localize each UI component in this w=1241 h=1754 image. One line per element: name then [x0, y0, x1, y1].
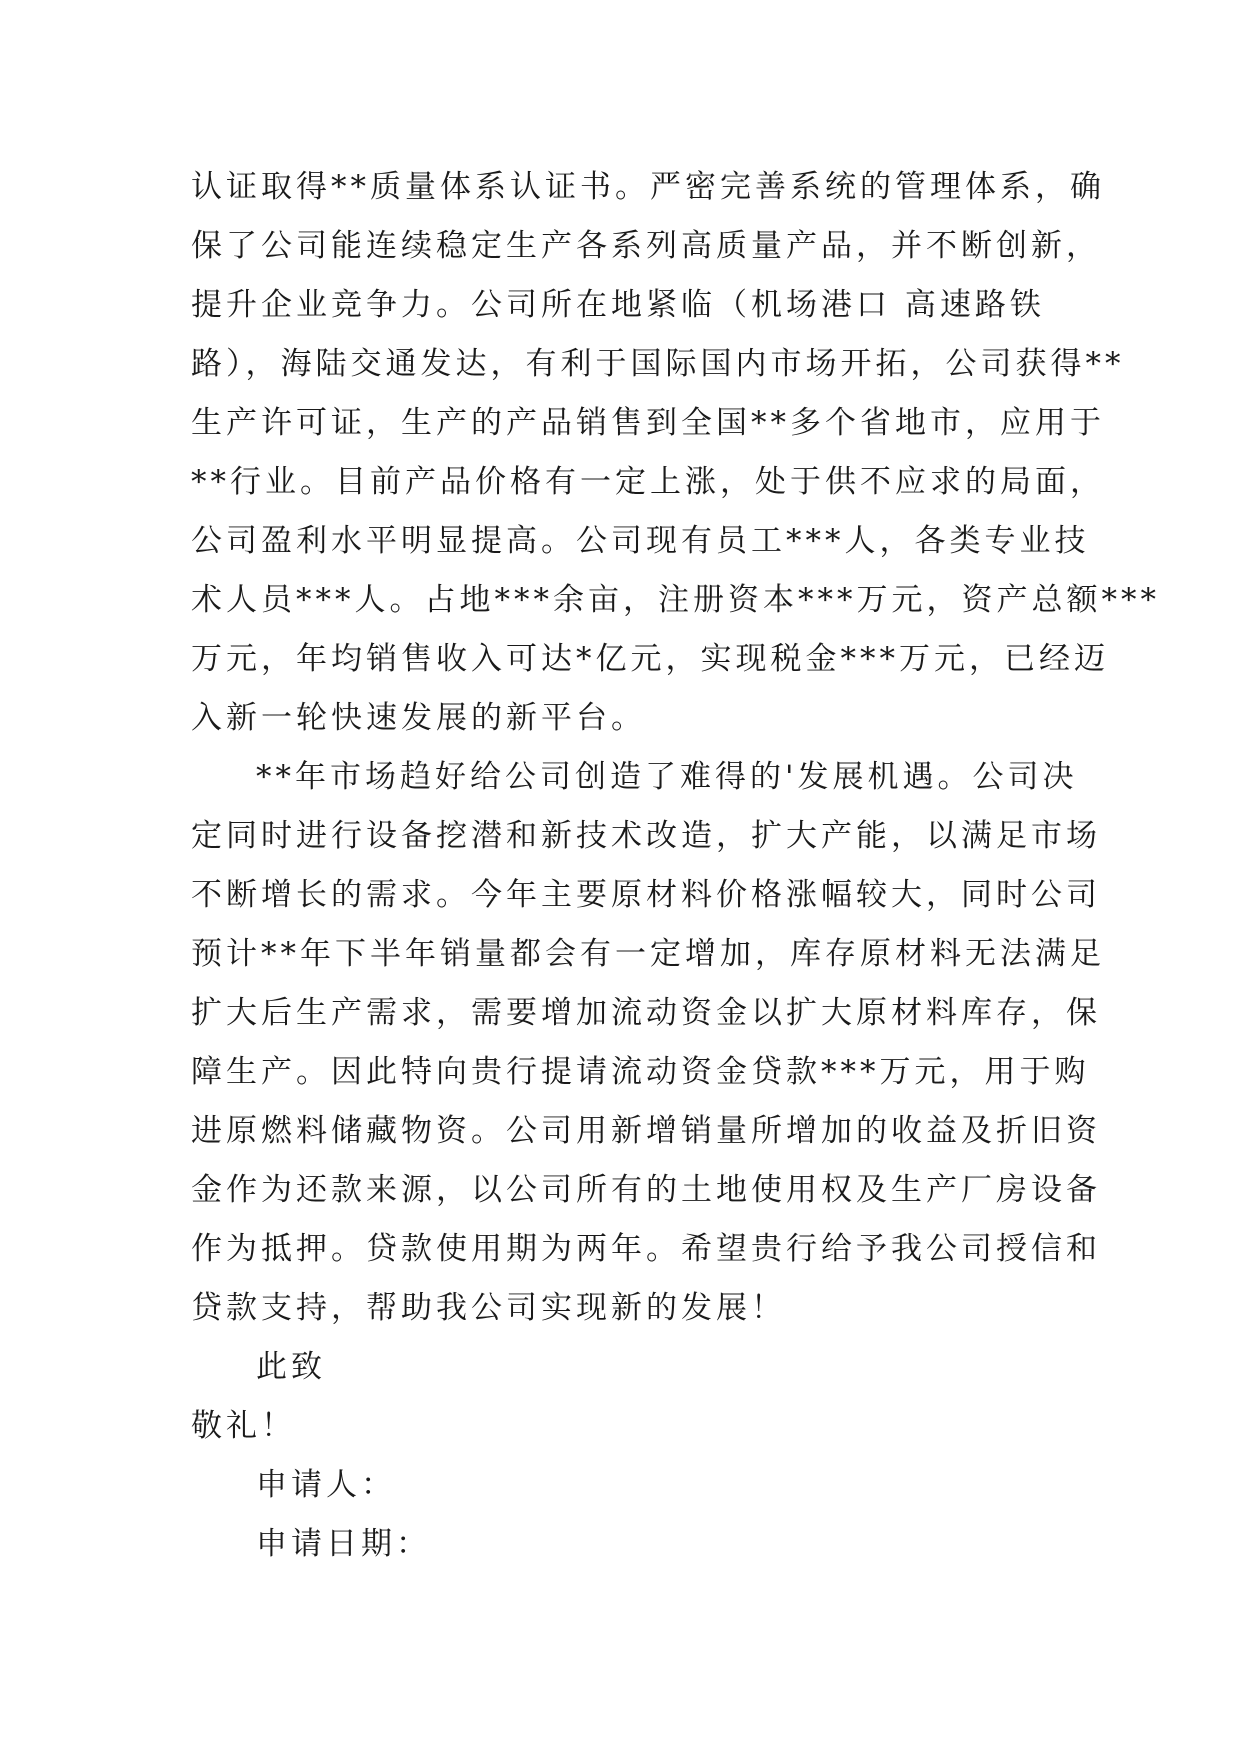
text-line: 预计**年下半年销量都会有一定增加，库存原材料无法满足 — [191, 936, 1105, 972]
applicant-label: 申请人： — [256, 1467, 396, 1503]
text-line: 扩大后生产需求，需要增加流动资金以扩大原材料库存，保 — [191, 995, 1101, 1031]
letter-body — [191, 158, 1160, 1574]
text-line: 万元，年均销售收入可达*亿元，实现税金***万元，已经迈 — [191, 641, 1109, 677]
text-line: 提升企业竞争力。公司所在地紧临（机场港口 高速路铁 — [191, 287, 1045, 323]
text-line: 不断增长的需求。今年主要原材料价格涨幅较大，同时公司 — [191, 877, 1101, 913]
date-label: 申请日期： — [256, 1526, 431, 1562]
text-line: 术人员***人。占地***余亩，注册资本***万元，资产总额*** — [191, 582, 1160, 618]
text-line: 路），海陆交通发达，有利于国际国内市场开拓，公司获得** — [191, 346, 1125, 382]
closing-text: 此致 — [256, 1349, 326, 1385]
text-line: 认证取得**质量体系认证书。严密完善系统的管理体系，确 — [191, 169, 1105, 205]
paragraph-2 — [191, 748, 1105, 1338]
text-line: 保了公司能连续稳定生产各系列高质量产品，并不断创新， — [191, 228, 1101, 264]
text-line: 入新一轮快速发展的新平台。 — [191, 700, 646, 736]
text-line: 金作为还款来源，以公司所有的土地使用权及生产厂房设备 — [191, 1172, 1101, 1208]
text-line: 障生产。因此特向贵行提请流动资金贷款***万元，用于购 — [191, 1054, 1090, 1090]
text-line: 公司盈利水平明显提高。公司现有员工***人，各类专业技 — [191, 523, 1090, 559]
text-line: 作为抵押。贷款使用期为两年。希望贵行给予我公司授信和 — [191, 1231, 1101, 1267]
paragraph-1 — [191, 158, 1160, 748]
text-line: 进原燃料储藏物资。公司用新增销量所增加的收益及折旧资 — [191, 1113, 1101, 1149]
text-line: **年市场趋好给公司创造了难得的'发展机遇。公司决 — [256, 759, 1078, 795]
text-line: 生产许可证，生产的产品销售到全国**多个省地市，应用于 — [191, 405, 1105, 441]
text-line: **行业。目前产品价格有一定上涨，处于供不应求的局面， — [191, 464, 1105, 500]
text-line: 定同时进行设备挖潜和新技术改造，扩大产能，以满足市场 — [191, 818, 1101, 854]
salutation-text: 敬礼！ — [191, 1408, 296, 1444]
text-line: 贷款支持，帮助我公司实现新的发展！ — [191, 1290, 786, 1326]
